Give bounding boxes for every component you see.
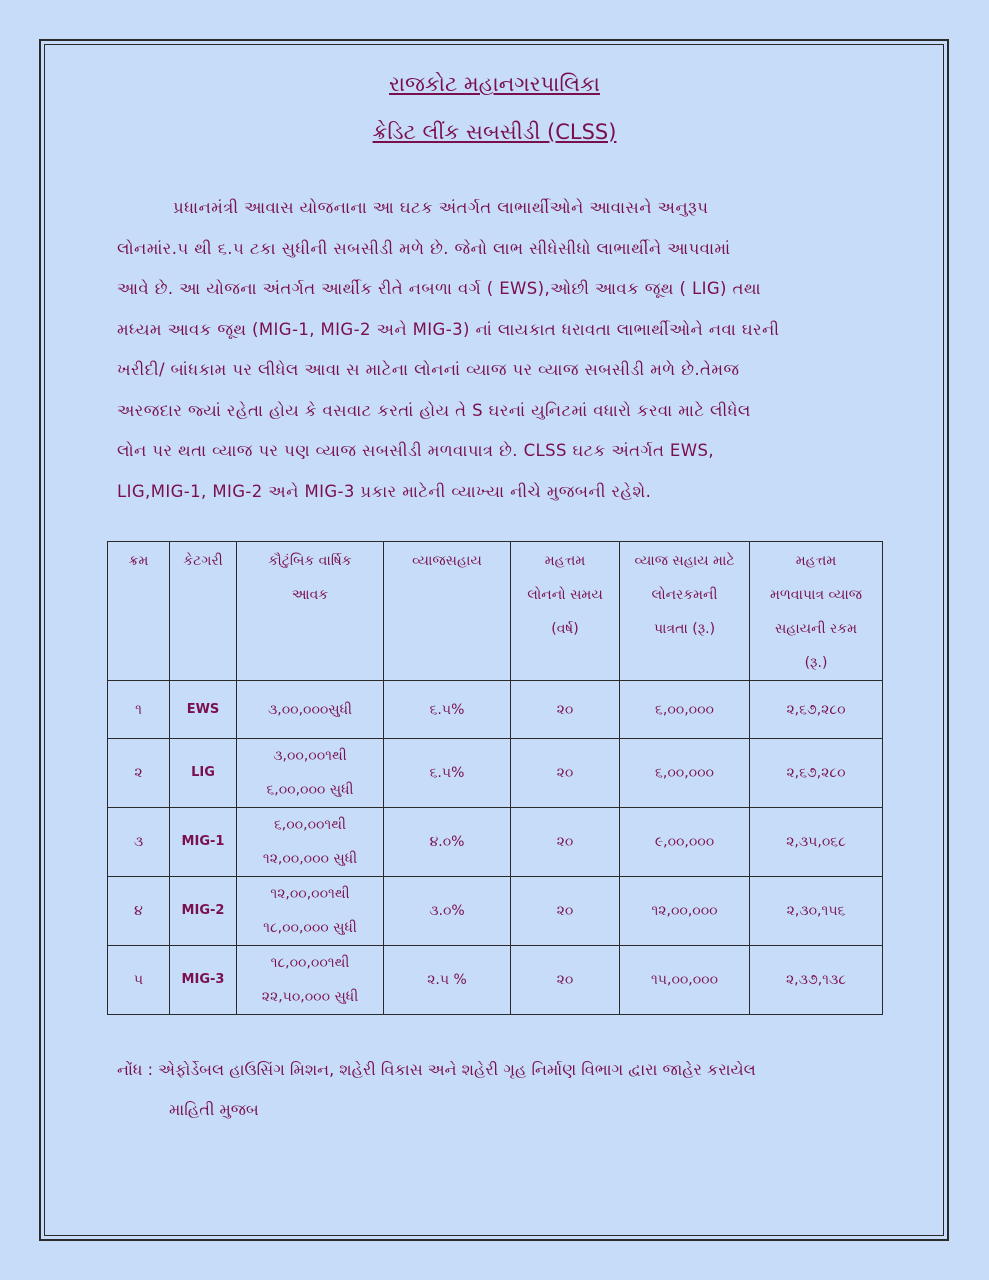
cell-loan: ૧૫,૦૦,૦૦૦ bbox=[620, 946, 750, 1015]
cell-rate: ૩.૦% bbox=[384, 877, 511, 946]
table-row bbox=[108, 681, 883, 739]
description-paragraph bbox=[117, 188, 877, 512]
table-row bbox=[108, 946, 883, 1015]
cell-loan: ૯,૦૦,૦૦૦ bbox=[620, 808, 750, 877]
paragraph-line: આવે છે. આ યોજના અંતર્ગત આર્થીક રીતે નબળા વર્ગ ( EWS),ઓછી આવક જૂથ ( LIG) તથા bbox=[117, 279, 761, 298]
footnote-line: માહિતી મુજબ bbox=[169, 1100, 259, 1119]
header-eligible-loan: વ્યાજ સહાય માટે લોનરકમની પાત્રતા (રૂ.) bbox=[620, 542, 750, 681]
cell-max-subsidy: ૨,૩૦,૧૫૬ bbox=[750, 877, 883, 946]
cell-income: ૧૮,૦૦,૦૦૧થી ૨૨,૫૦,૦૦૦ સુધી bbox=[237, 946, 384, 1015]
paragraph-line: લોન પર થતા વ્યાજ પર પણ વ્યાજ સબસીડી મળવાપાત્ર છે. CLSS ઘટક અંતર્ગત EWS, bbox=[117, 441, 714, 460]
cell-serial: ૨ bbox=[108, 739, 170, 808]
paragraph-line: LIG,MIG-1, MIG-2 અને MIG-3 પ્રકાર માટેની વ્યાખ્યા નીચે મુજબની રહેશે. bbox=[117, 481, 652, 501]
header-category: કેટગરી bbox=[170, 542, 237, 681]
cell-loan: ૬,૦૦,૦૦૦ bbox=[620, 681, 750, 739]
table-row bbox=[108, 808, 883, 877]
cell-serial: ૩ bbox=[108, 808, 170, 877]
cell-income: ૩,૦૦,૦૦૧થી ૬,૦૦,૦૦૦ સુધી bbox=[237, 739, 384, 808]
cell-loan: ૧૨,૦૦,૦૦૦ bbox=[620, 877, 750, 946]
cell-years: ૨૦ bbox=[511, 946, 620, 1015]
cell-years: ૨૦ bbox=[511, 739, 620, 808]
cell-max-subsidy: ૨,૩૭,૧૩૮ bbox=[750, 946, 883, 1015]
paragraph-line: મધ્યમ આવક જૂથ (MIG-1, MIG-2 અને MIG-3) નાં લાયકાત ધરાવતા લાભાર્થીઓને નવા ઘરની bbox=[117, 319, 780, 339]
header-max-subsidy: મહત્તમ મળવાપાત્ર વ્યાજ સહાયની રકમ (રૂ.) bbox=[750, 542, 883, 681]
cell-category: EWS bbox=[170, 681, 237, 739]
cell-income: ૧૨,૦૦,૦૦૧થી ૧૮,૦૦,૦૦૦ સુધી bbox=[237, 877, 384, 946]
cell-category: MIG-2 bbox=[170, 877, 237, 946]
header-interest-subsidy: વ્યાજસહાય bbox=[384, 542, 511, 681]
cell-category: LIG bbox=[170, 739, 237, 808]
cell-income: ૬,૦૦,૦૦૧થી ૧૨,૦૦,૦૦૦ સુધી bbox=[237, 808, 384, 877]
paragraph-line: અરજદાર જ્યાં રહેતા હોય કે વસવાટ કરતાં હોય તે S ઘરનાં યુનિટમાં વધારો કરવા માટે લીધેલ bbox=[117, 400, 751, 420]
cell-years: ૨૦ bbox=[511, 877, 620, 946]
cell-serial: ૪ bbox=[108, 877, 170, 946]
cell-years: ૨૦ bbox=[511, 681, 620, 739]
cell-serial: ૧ bbox=[108, 681, 170, 739]
paragraph-line: લોનમાંર.૫ થી ૬.૫ ટકા સુધીની સબસીડી મળે છે. જેનો લાભ સીધેસીધો લાભાર્થીને આપવામાં bbox=[117, 238, 731, 258]
cell-category: MIG-1 bbox=[170, 808, 237, 877]
table-row bbox=[108, 877, 883, 946]
cell-serial: ૫ bbox=[108, 946, 170, 1015]
cell-years: ૨૦ bbox=[511, 808, 620, 877]
header-income: કૌટુંબિક વાર્ષિક આવક bbox=[237, 542, 384, 681]
cell-max-subsidy: ૨,૬૭,૨૮૦ bbox=[750, 681, 883, 739]
footnote bbox=[117, 1050, 877, 1130]
subsidy-table bbox=[107, 541, 883, 1015]
cell-category: MIG-3 bbox=[170, 946, 237, 1015]
paragraph-line: પ્રધાનમંત્રી આવાસ યોજનાના આ ઘટક અંતર્ગત લાભાર્થીઓને આવાસને અનુરૂપ bbox=[173, 198, 709, 217]
cell-max-subsidy: ૨,૬૭,૨૮૦ bbox=[750, 739, 883, 808]
cell-max-subsidy: ૨,૩૫,૦૬૮ bbox=[750, 808, 883, 877]
footnote-line: નોંધ : એફોર્ડેબલ હાઉસિંગ મિશન, શહેરી વિકાસ અને શહેરી ગૃહ નિર્માણ વિભાગ દ્વારા જાહેર કરાયેલ bbox=[117, 1060, 756, 1079]
doc-subtitle: ક્રેડિટ લીંક સબસીડી (CLSS) bbox=[372, 120, 617, 144]
cell-loan: ૬,૦૦,૦૦૦ bbox=[620, 739, 750, 808]
cell-rate: ૨.૫ % bbox=[384, 946, 511, 1015]
cell-rate: ૬.૫% bbox=[384, 739, 511, 808]
cell-rate: ૪.૦% bbox=[384, 808, 511, 877]
cell-rate: ૬.૫% bbox=[384, 681, 511, 739]
table-row bbox=[108, 739, 883, 808]
doc-title: રાજકોટ મહાનગરપાલિકા bbox=[389, 72, 600, 96]
header-serial: ક્રમ bbox=[108, 542, 170, 681]
header-loan-tenure: મહત્તમ લોનનો સમય (વર્ષ) bbox=[511, 542, 620, 681]
paragraph-line: ખરીદી/ બાંધકામ પર લીધેલ આવા સ માટેના લોનનાં વ્યાજ પર વ્યાજ સબસીડી મળે છે.તેમજ bbox=[117, 360, 740, 379]
table-header-row bbox=[108, 542, 883, 681]
cell-income: ૩,૦૦,૦૦૦સુધી bbox=[237, 681, 384, 739]
